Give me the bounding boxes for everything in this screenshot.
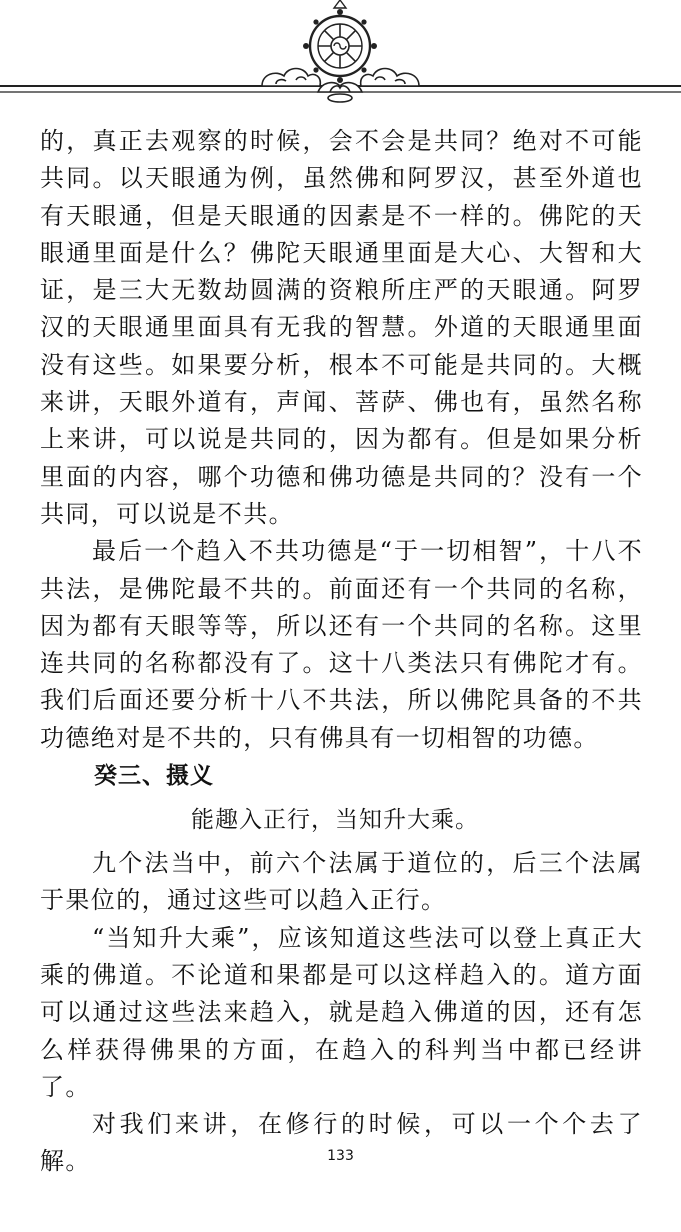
page-number: 133: [327, 1148, 354, 1164]
lotus-base-ornament: [318, 83, 362, 102]
right-cloud-ornament: [361, 69, 419, 87]
page-body: [40, 123, 643, 1181]
body-paragraph: 的，真正去观察的时候，会不会是共同？绝对不可能共同。以天眼通为例，虽然佛和阿罗汉，甚至外道也有天眼通，但是天眼通的因素是不一样的。佛陀的天眼通里面是什么？佛陀天眼通里面是大心、大智和大证，是三大无数劫圆满的资粮所庄严的天眼通。阿罗汉的天眼通里面具有无我的智慧。外道的天眼通里面没有这些。如果要分析，根本不可能是共同的。大概来讲，天眼外道有，声闻、菩萨、佛也有，虽然名称上来讲，可以说是共同的，因为都有。但是如果分析里面的内容，哪个功德和佛功德是共同的？没有一个共同，可以说是不共。: [40, 127, 643, 528]
body-paragraph: 对我们来讲，在修行的时候，可以一个个去了解。: [40, 1110, 643, 1176]
section-heading: 癸三、摄义: [94, 763, 214, 790]
dharma-wheel-icon: [303, 0, 377, 83]
body-paragraph: 九个法当中，前六个法属于道位的，后三个法属于果位的，通过这些可以趋入正行。: [40, 849, 643, 915]
left-cloud-ornament: [262, 69, 320, 87]
header-ornament-graphic: [0, 0, 681, 110]
page-header-ornament: [0, 0, 681, 110]
verse-line: 能趣入正行，当知升大乘。: [191, 807, 479, 834]
body-paragraph: “当知升大乘”，应该知道这些法可以登上真正大乘的佛道。不论道和果都是可以这样趋入的。道方面可以通过这些法来趋入，就是趋入佛道的因，还有怎么样获得佛果的方面，在趋入的科判当中都已经讲了。: [40, 923, 643, 1101]
body-paragraph: 最后一个趋入不共功德是“于一切相智”，十八不共法，是佛陀最不共的。前面还有一个共同的名称，因为都有天眼等等，所以还有一个共同的名称。这里连共同的名称都没有了。这十八类法只有佛陀才有。我们后面还要分析十八不共法，所以佛陀具备的不共功德绝对是不共的，只有佛具有一切相智的功德。: [40, 537, 643, 752]
